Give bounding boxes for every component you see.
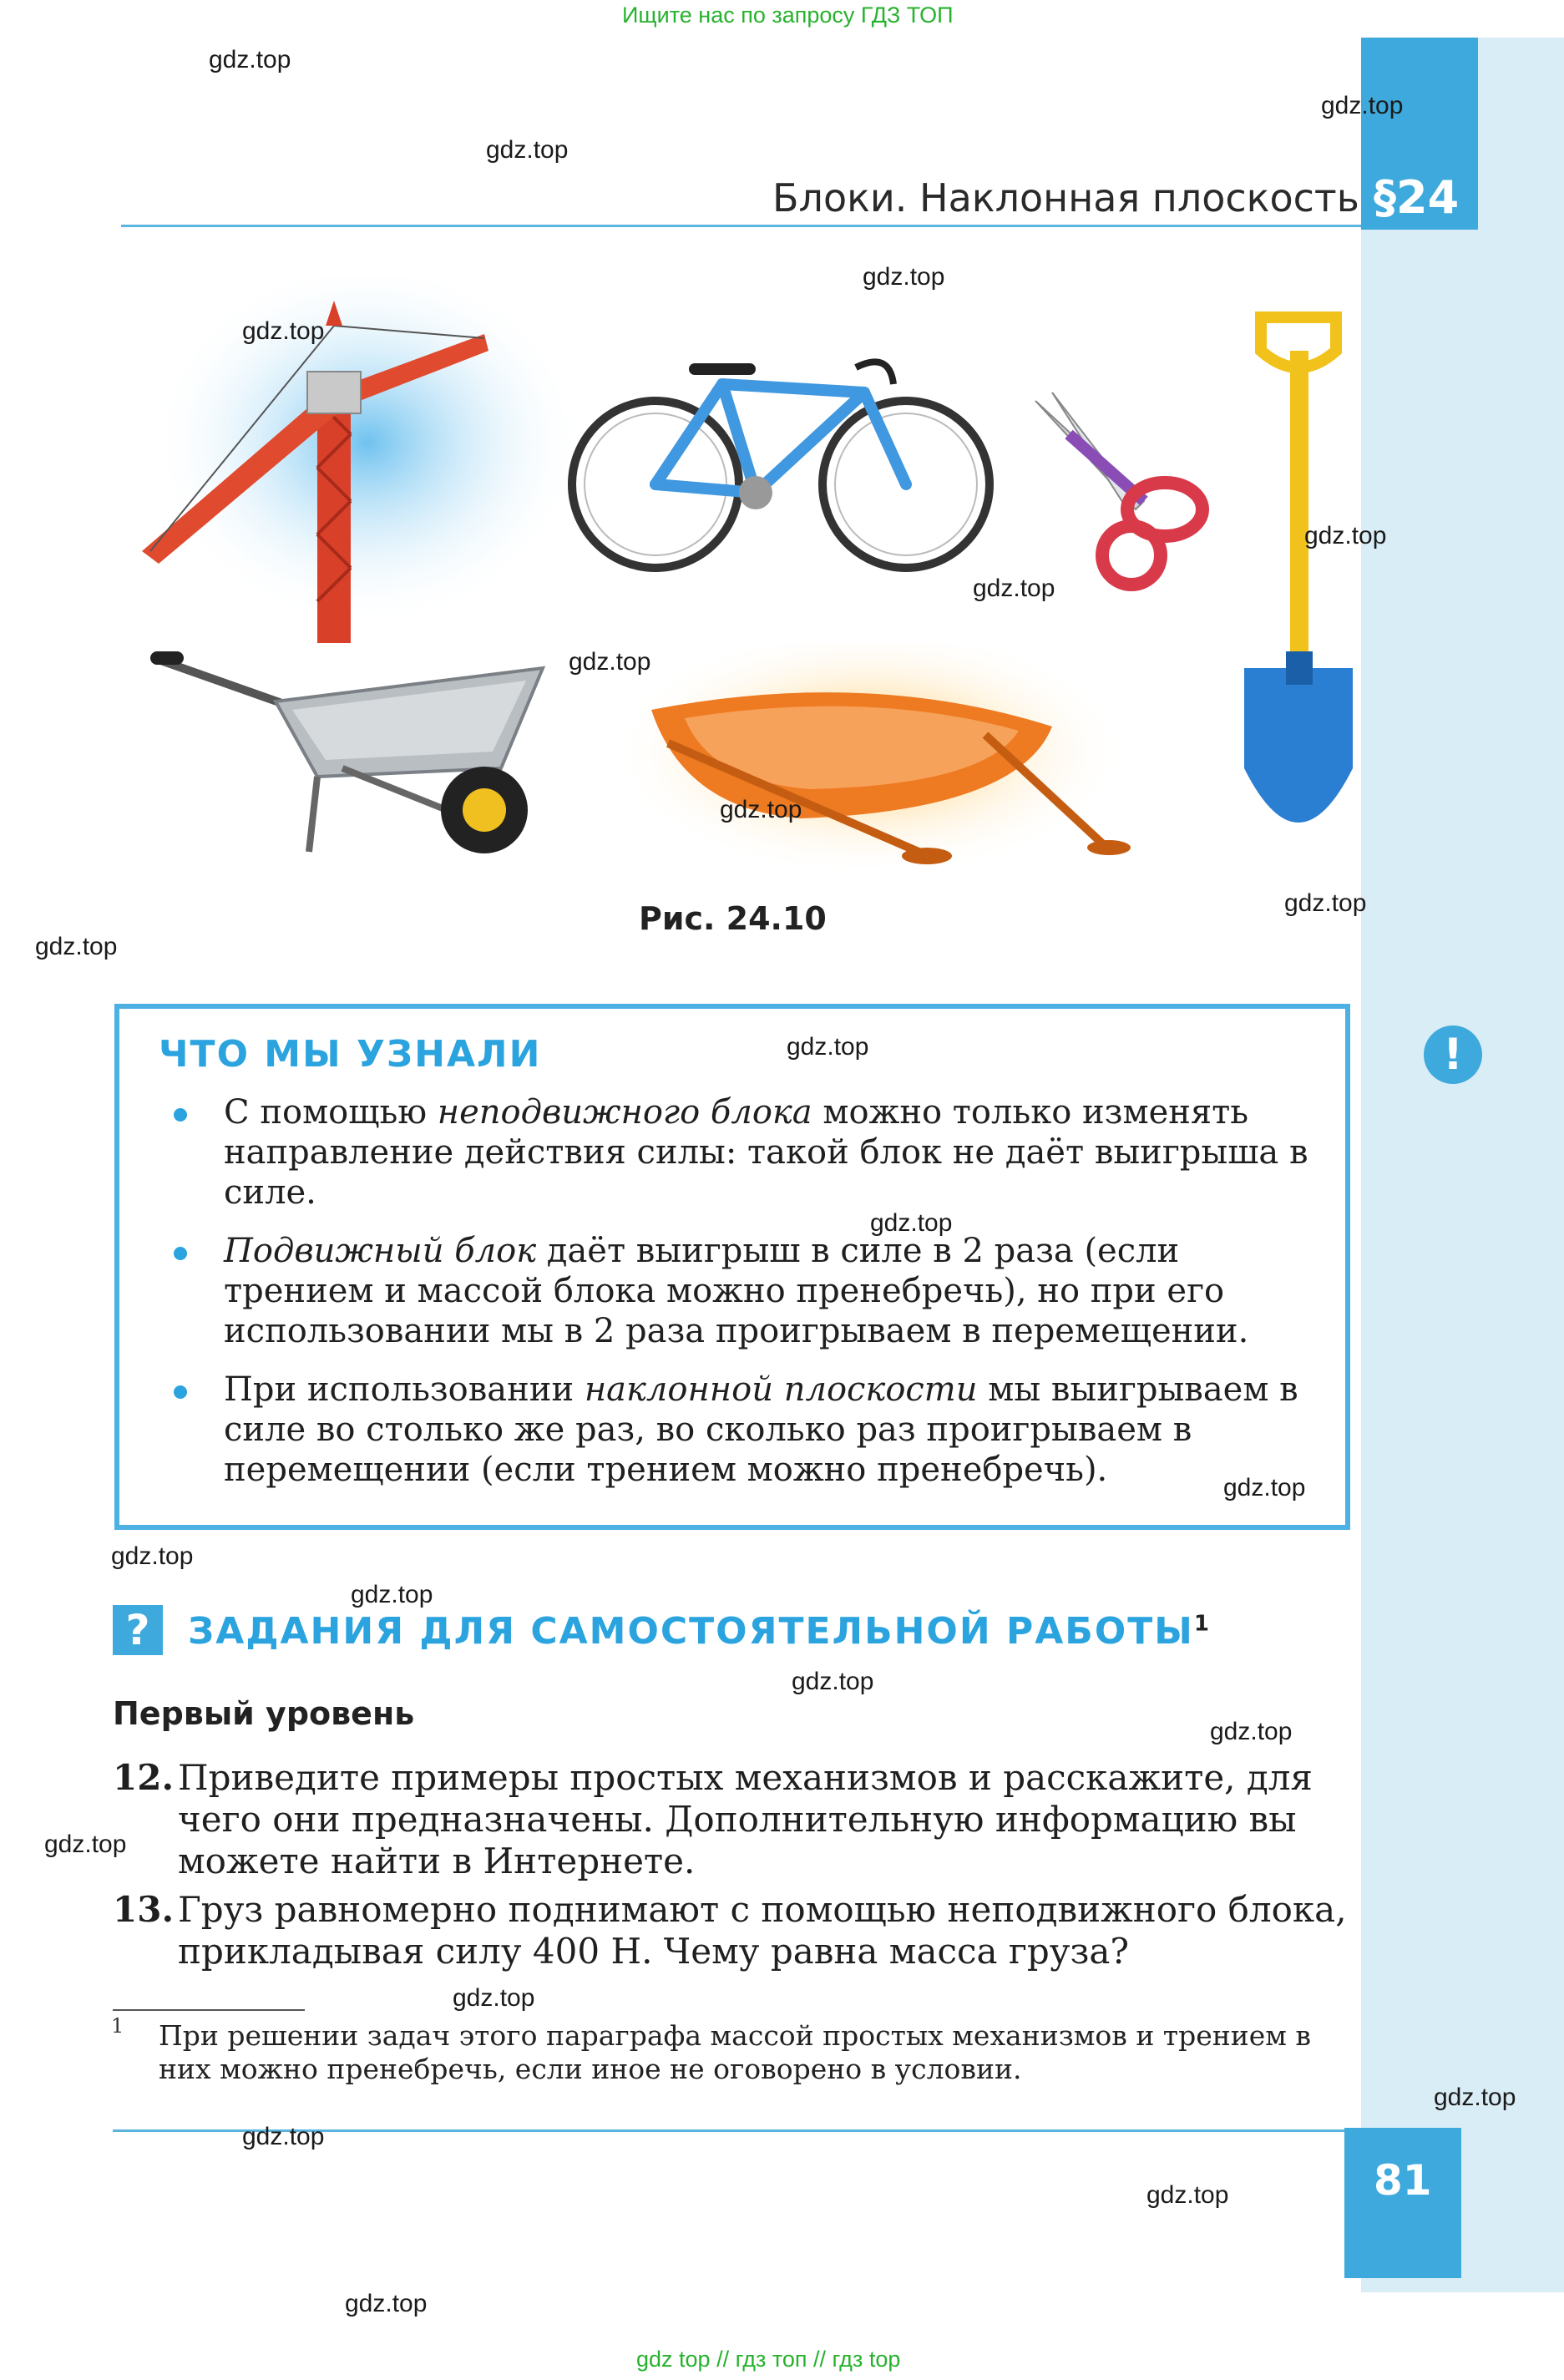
footnote-text: При решении задач этого параграфа массой простых механизмов и трением в них можно пренебречь, если иное не оговорено в условии.	[159, 2019, 1311, 2085]
watermark: gdz.top	[44, 1831, 127, 1858]
watermark: gdz.top	[345, 2290, 428, 2317]
footnote-ref: 1	[1193, 1611, 1211, 1637]
question-icon: ?	[113, 1605, 163, 1655]
summary-bullet-3	[224, 1370, 1334, 1490]
crane-icon	[117, 276, 585, 668]
shovel-icon	[1227, 301, 1369, 868]
watermark: gdz.top	[569, 648, 651, 676]
bullet-text: мы выигрываем в силе во столько же раз, во сколько раз проигрываем в перемещении (если трением можно пренебречь).	[224, 1370, 1298, 1489]
header-divider	[121, 225, 1361, 227]
watermark: gdz.top	[35, 933, 118, 960]
task-text: Груз равномерно поднимают с помощью неподвижного блока, прикладывая силу 400 Н. Чему равна масса груза?	[178, 1889, 1347, 1972]
footnote-mark: 1	[111, 2014, 124, 2038]
page-number: 81	[1374, 2156, 1432, 2205]
bottom-banner[interactable]: gdz top // гдз топ // гдз top	[636, 2347, 901, 2372]
watermark: gdz.top	[242, 2123, 325, 2150]
bullet-icon	[174, 1247, 187, 1260]
watermark: gdz.top	[1321, 92, 1404, 119]
paragraph-number: §24	[1374, 171, 1460, 224]
watermark: gdz.top	[111, 1542, 194, 1570]
footnote-divider	[113, 2009, 305, 2011]
bullet-text: При использовании	[224, 1370, 585, 1409]
watermark: gdz.top	[351, 1581, 433, 1608]
bullet-text: С помощью	[224, 1093, 438, 1132]
figure-24-10	[117, 276, 1353, 877]
tasks-title-text: ЗАДАНИЯ ДЛЯ САМОСТОЯТЕЛЬНОЙ РАБОТЫ	[188, 1610, 1194, 1653]
bullet-text: можно только изменять направление действия силы: такой блок не даёт выигрыша в силе.	[224, 1093, 1308, 1212]
watermark: gdz.top	[1146, 2181, 1229, 2209]
bullet-term: наклонной плоскости	[584, 1370, 978, 1409]
bullet-term: Подвижный блок	[224, 1232, 537, 1270]
side-band	[1361, 38, 1564, 2292]
bullet-icon	[174, 1385, 187, 1399]
watermark: gdz.top	[1210, 1718, 1293, 1745]
bullet-text: даёт выигрыш в силе в 2 раза (если трением и массой блока можно пренебречь), но при его использовании мы в 2 раза проигрываем в перемещении.	[224, 1232, 1249, 1350]
scissors-icon	[1019, 384, 1211, 593]
watermark: gdz.top	[209, 46, 291, 73]
wheelbarrow-icon	[150, 643, 601, 860]
summary-bullet-2	[224, 1231, 1334, 1351]
watermark: gdz.top	[1223, 1474, 1306, 1501]
task-text: Приведите примеры простых механизмов и расскажите, для чего они предназначены. Дополнительную информацию вы можете найти в Интернете.	[178, 1757, 1313, 1881]
figure-caption: Рис. 24.10	[639, 900, 827, 937]
exclamation-icon: !	[1424, 1025, 1482, 1084]
watermark: gdz.top	[870, 1209, 953, 1237]
boat-icon	[618, 643, 1152, 894]
task-number: 13.	[113, 1889, 175, 1930]
watermark: gdz.top	[792, 1668, 874, 1695]
watermark: gdz.top	[1284, 889, 1367, 917]
bicycle-icon	[564, 334, 1015, 585]
watermark: gdz.top	[720, 796, 802, 823]
summary-title: ЧТО МЫ УЗНАЛИ	[159, 1033, 542, 1076]
watermark: gdz.top	[1304, 522, 1387, 549]
page-title: Блоки. Наклонная плоскость	[772, 175, 1359, 220]
watermark: gdz.top	[863, 263, 945, 291]
watermark: gdz.top	[1434, 2084, 1516, 2111]
summary-bullet-1	[224, 1092, 1334, 1213]
top-banner[interactable]: Ищите нас по запросу ГДЗ ТОП	[622, 3, 954, 28]
bullet-icon	[174, 1108, 187, 1122]
task-number: 12.	[113, 1757, 175, 1798]
watermark: gdz.top	[486, 136, 569, 164]
level-heading: Первый уровень	[113, 1695, 415, 1732]
watermark: gdz.top	[787, 1033, 869, 1061]
watermark: gdz.top	[453, 1984, 535, 2012]
watermark: gdz.top	[973, 575, 1055, 602]
tasks-title	[188, 1610, 1211, 1653]
watermark: gdz.top	[242, 317, 325, 345]
bullet-term: неподвижного блока	[437, 1093, 812, 1132]
